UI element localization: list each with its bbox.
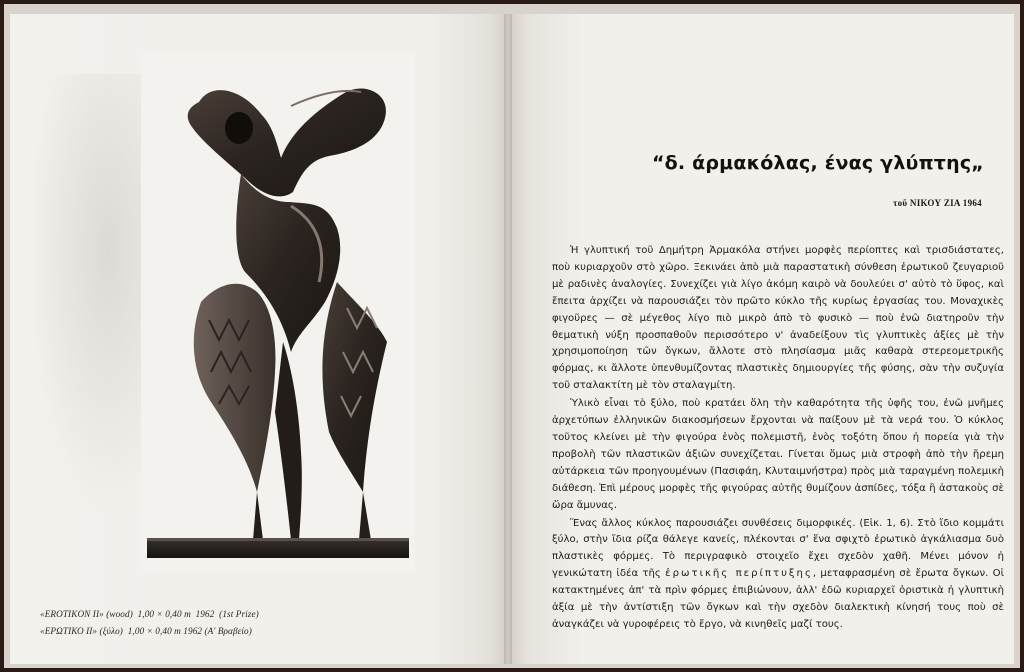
article-body — [552, 243, 1004, 634]
book-spread — [4, 4, 1020, 668]
paragraph-1: Ἡ γλυπτική τοῦ Δημήτρη Ἀρμακόλα στήνει μορφὲς περίοπτες καὶ τρισδιάστατες, ποὺ κυριαρχοῦν στὸ χῶρο. Ξεκινάει ἀπὸ μιὰ παραστατικὴ σύνθεση ἐρωτικοῦ ζευγαριοῦ μὲ ραδινὲς ἀναλογίες. Συνεχίζει γιὰ λίγο ἀκόμη καιρὸ νὰ δουλεύει σ' αὐτὸ τὸ ὕφος, καὶ ἔπειτα ἀρχίζει νὰ παρουσιάζει τὸν πρῶτο κύκλο τῆς κυρίως ἐργασίας του. Μοναχικὲς φιγοῦρες — σὲ μέγεθος λίγο πιὸ μικρὸ ἀπὸ τὸ φυσικὸ — ποὺ ἐνῶ διατηροῦν τὴν θεματικὴ νύξη προσπαθοῦν περισσότερο ν' ἀναδείξουν τὶς γλυπτικὲς ἀξίες μὲ τὴν χρησιμοποίηση τῶν ὄγκων, ἄλλοτε στὸ πλησίασμα μιᾶς καθαρὰ στερεομετρικῆς φόρμας, κι ἄλλοτε ὑπενθυμίζοντας πλαστικὲς δημιουργίες τῆς φύσης, σὰν τὴν συζυγία τοῦ σταλακτίτη μὲ τὸν σταλαγμίτη. — [552, 245, 1004, 392]
caption-english: «EROTIKON II» (wood) 1,00 × 0,40 m 1962 (1st Prize) — [40, 609, 259, 619]
paragraph-2: Ὑλικὸ εἶναι τὸ ξύλο, ποὺ κρατάει ὅλη τὴν καθαρότητα τῆς ὑφῆς του, ἐνῶ μνῆμες ἀρχετύπων ἑλληνικῶν διακοσμήσεων ἔρχονται νὰ παίξουν μὲ τὰ νερά του. Ὁ κύκλος τοῦτος κλείνει μὲ τὴν φιγούρα ἑνὸς πολεμιστῆ, ἑνὸς τοξότη ὅπου ἡ πορεία γιὰ τὴν προβολὴ τῶν πλαστικῶν ἀξιῶν συνεχίζεται. Γίνεται ὅμως μιὰ στροφὴ ἀπὸ τὴν ἤρεμη αὐτάρκεια τῶν προηγουμένων (Πασιφάη, Κλυταιμνήστρα) πρὸς μιὰ ταραγμένη πολεμικὴ διάθεση. Ἐπὶ μέρους μορφὲς τῆς φιγούρας αὐτῆς θυμίζουν ἀσπίδες, τόξα ἢ ἀστακοὺς σὲ ὥρα ἄμυνας. — [552, 398, 1004, 511]
right-page — [512, 14, 1014, 664]
paragraph-3 — [552, 516, 1004, 634]
book-gutter — [504, 14, 512, 664]
article-byline: τοῦ ΝΙΚΟΥ ΖΙΑ 1964 — [893, 198, 982, 208]
sculpture-image — [141, 52, 415, 572]
sculpture-photograph — [141, 52, 415, 572]
paragraph-3-end: , μεταφρασμένη σὲ ἔρωτα ὄγκων. Οἱ κατακτημένες ἀπ' τὰ πρὶν φόρμες ἐπιβιώνουν, ἀλλ' ἐδῶ κυριαρχεῖ ὁριστικὰ ἡ γλυπτικὴ ἀξία μὲ τὴν ἀντίστιξη τῶν ὄγκων καὶ τὴν σχεδὸν διαλεκτικὴ κίνησή τους ποὺ σὲ ἀναγκάζει νὰ γυροφέρεις τὸ ἔργο, νὰ κινηθεῖς μαζί τους. — [552, 568, 1004, 630]
paragraph-3-start: Ἕνας ἄλλος κύκλος παρουσιάζει συνθέσεις διμορφικές. (Εἰκ. 1, 6). Στὸ ἴδιο κομμάτι ξύλο, στὴν ἴδια ρίζα θάλεγε κανείς, πλέκονται σ' ἕνα σφιχτὸ ἐρωτικὸ ἀγκάλιασμα δυὸ πλαστικὲς φόρμες. Τὸ περιγραφικὸ στοιχεῖο ἔχει σχεδὸν χαθῆ. Μένει μόνον ἡ γενικώτατη ἰδέα τῆς — [552, 517, 1004, 580]
emphasized-phrase: ἐρωτικῆς περίπτυξης — [665, 568, 813, 580]
caption-greek: «ΕΡΩΤΙΚΟ II» (ξύλο) 1,00 × 0,40 m 1962 (Α' Βραβείο) — [40, 626, 252, 636]
left-page — [10, 14, 504, 664]
article-title: “δ. άρμακόλας, ένας γλύπτης„ — [651, 152, 984, 174]
